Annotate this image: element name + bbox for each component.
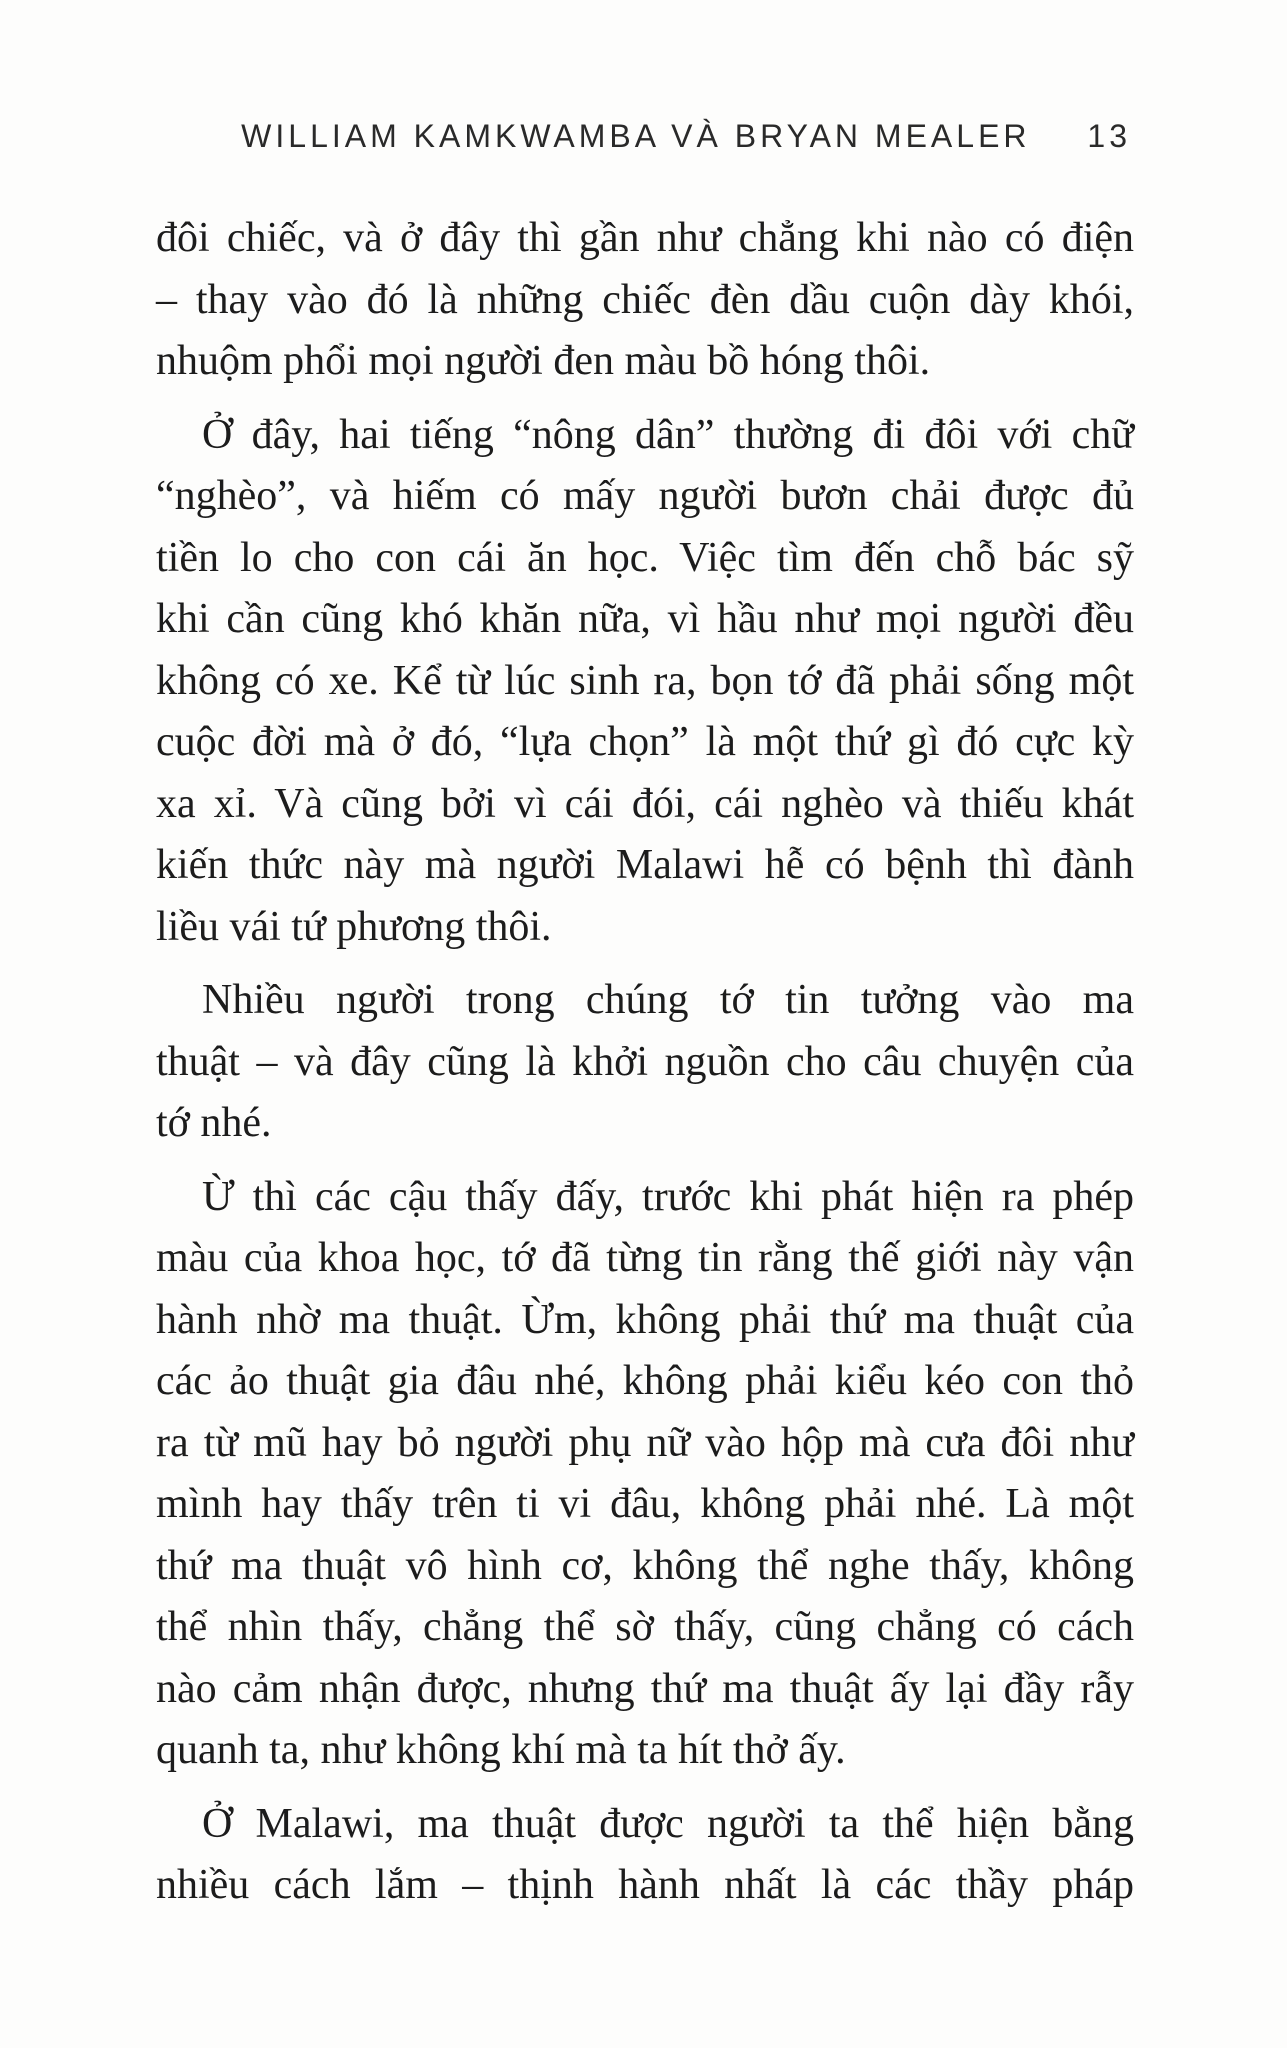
text-line: các ảo thuật gia đâu nhé, không phải kiểu kéo con thỏ — [156, 1358, 1134, 1404]
running-header — [241, 118, 1131, 155]
text-line: không có xe. Kể từ lúc sinh ra, bọn tớ đã phải sống một — [156, 657, 1134, 704]
text-line: Ở Malawi, ma thuật được người ta thể hiện bằng — [202, 1800, 1134, 1847]
header-authors: WILLIAM KAMKWAMBA VÀ BRYAN MEALER — [241, 118, 1031, 154]
text-line: nhiều cách lắm – thịnh hành nhất là các thầy pháp — [156, 1862, 1134, 1908]
text-line: – thay vào đó là những chiếc đèn dầu cuộn dày khói, — [156, 276, 1134, 323]
text-line: kiến thức này mà người Malawi hễ có bệnh thì đành — [156, 842, 1134, 888]
paragraph — [156, 970, 1134, 1155]
text-line: màu của khoa học, tớ đã từng tin rằng thế giới này vận — [156, 1235, 1134, 1281]
paragraph — [156, 1167, 1134, 1782]
text-line: đôi chiếc, và ở đây thì gần như chẳng khi nào có điện — [156, 215, 1134, 261]
paragraph — [156, 1794, 1134, 1917]
text-line: Ừ thì các cậu thấy đấy, trước khi phát hiện ra phép — [202, 1173, 1134, 1220]
text-line: Nhiều người trong chúng tớ tin tưởng vào ma — [202, 977, 1134, 1023]
text-line: Ở đây, hai tiếng “nông dân” thường đi đôi với chữ — [202, 411, 1134, 458]
text-line: thể nhìn thấy, chẳng thể sờ thấy, cũng chẳng có cách — [156, 1604, 1134, 1650]
text-line: nào cảm nhận được, nhưng thứ ma thuật ấy lại đầy rẫy — [156, 1665, 1134, 1712]
text-line: khi cần cũng khó khăn nữa, vì hầu như mọi người đều — [156, 596, 1134, 642]
text-line: “nghèo”, và hiếm có mấy người bươn chải được đủ — [156, 473, 1134, 519]
paragraph — [156, 208, 1134, 393]
text-line: tớ nhé. — [156, 1100, 272, 1146]
text-line: nhuộm phổi mọi người đen màu bồ hóng thôi. — [156, 338, 931, 384]
body-text — [156, 208, 1134, 1917]
text-line: ra từ mũ hay bỏ người phụ nữ vào hộp mà cưa đôi như — [156, 1419, 1134, 1466]
page-number: 13 — [1087, 118, 1131, 154]
text-line: quanh ta, như không khí mà ta hít thở ấy. — [156, 1727, 846, 1773]
text-line: tiền lo cho con cái ăn học. Việc tìm đến chỗ bác sỹ — [156, 534, 1134, 581]
text-line: liều vái tứ phương thôi. — [156, 903, 552, 950]
paragraph — [156, 405, 1134, 959]
text-line: thuật – và đây cũng là khởi nguồn cho câu chuyện của — [156, 1038, 1134, 1085]
text-line: mình hay thấy trên ti vi đâu, không phải nhé. Là một — [156, 1481, 1134, 1527]
text-line: hành nhờ ma thuật. Ừm, không phải thứ ma thuật của — [156, 1296, 1134, 1343]
text-line: cuộc đời mà ở đó, “lựa chọn” là một thứ gì đó cực kỳ — [156, 719, 1134, 765]
text-line: xa xỉ. Và cũng bởi vì cái đói, cái nghèo và thiếu khát — [156, 780, 1134, 827]
text-line: thứ ma thuật vô hình cơ, không thể nghe thấy, không — [156, 1542, 1134, 1589]
